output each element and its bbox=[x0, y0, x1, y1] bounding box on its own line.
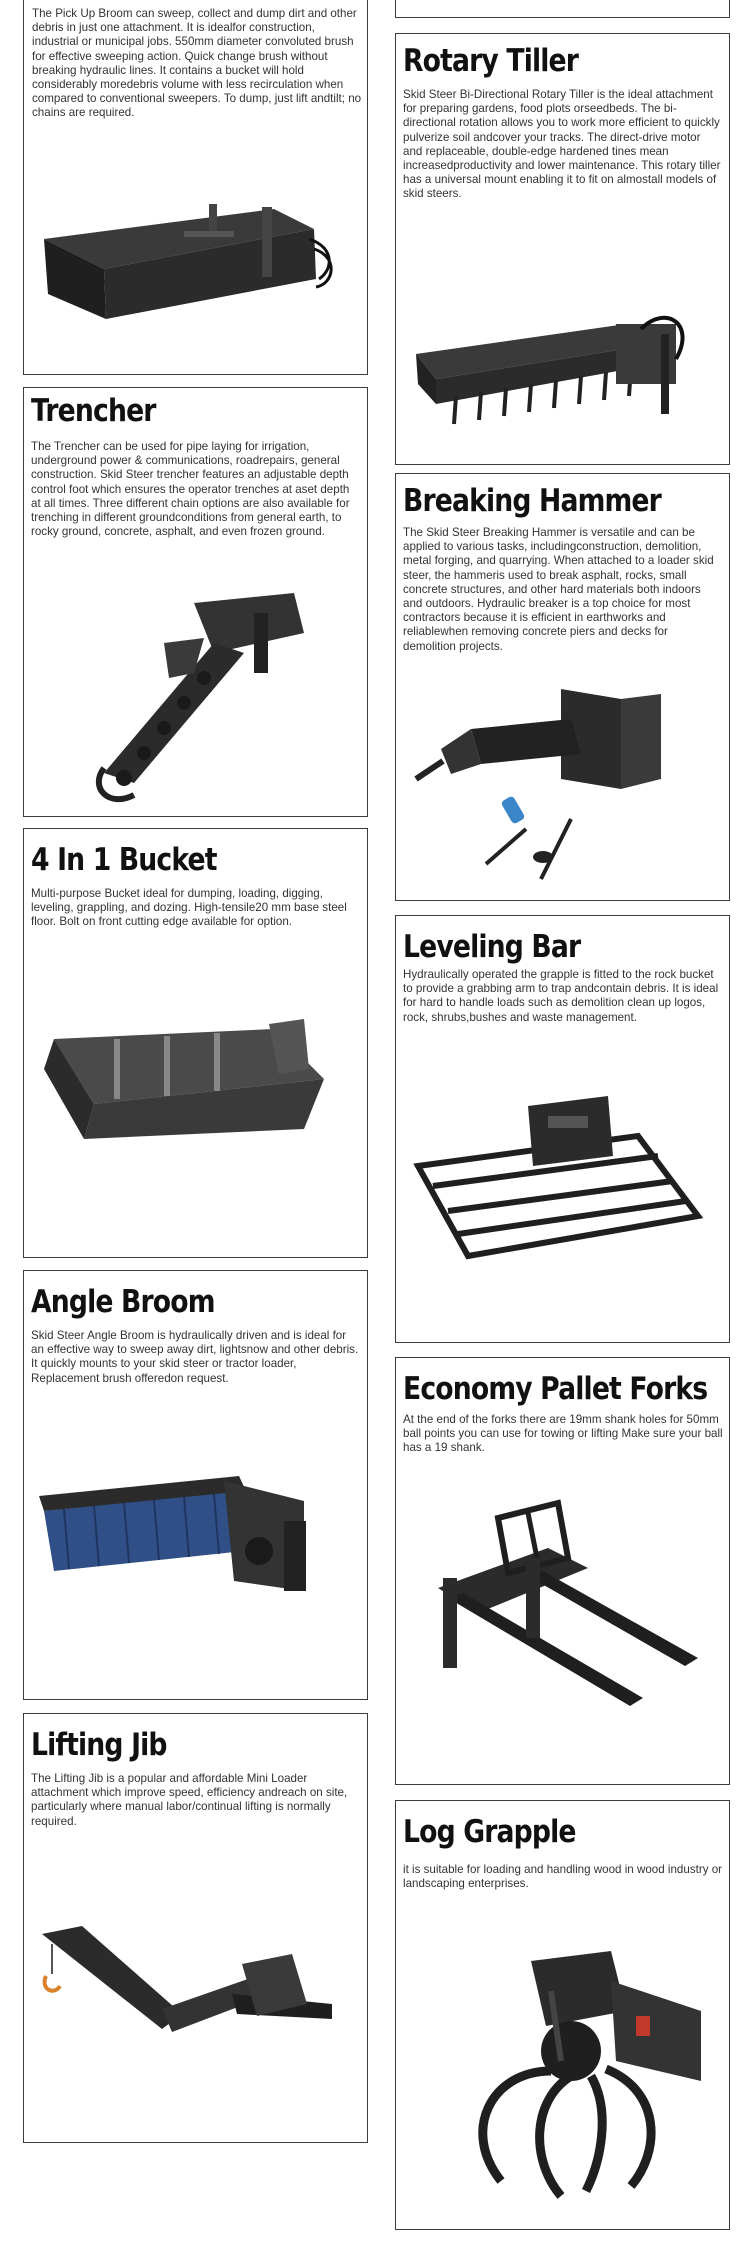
bucket-description: Multi-purpose Bucket ideal for dumping, loading, digging, leveling, grappling, and dozing. High-tensile20 mm base steel floor. Bolt on front cutting edge available for option. bbox=[31, 887, 347, 929]
card-angle-broom bbox=[23, 1270, 368, 1700]
card-trencher bbox=[23, 387, 368, 817]
card-breaking-hammer bbox=[395, 473, 730, 901]
leveling-bar-title: Leveling Bar bbox=[403, 929, 581, 965]
card-pickup-broom bbox=[23, 0, 368, 375]
card-top-right-edge bbox=[395, 0, 730, 18]
card-rotary-tiller bbox=[395, 33, 730, 465]
pickup-broom-image bbox=[34, 169, 354, 329]
bucket-title: 4 In 1 Bucket bbox=[31, 842, 217, 878]
angle-broom-title: Angle Broom bbox=[31, 1284, 215, 1320]
lifting-jib-description: The Lifting Jib is a popular and affordable Mini Loader attachment which improve speed, efficiency andreach on site, particularly where manual labor/continual lifting is normally required. bbox=[31, 1772, 348, 1828]
breaking-hammer-image bbox=[411, 679, 721, 889]
rotary-tiller-image bbox=[406, 284, 721, 454]
card-leveling-bar bbox=[395, 915, 730, 1343]
log-grapple-description: it is suitable for loading and handling wood in wood industry or landscaping enterprises. bbox=[403, 1863, 723, 1891]
card-lifting-jib bbox=[23, 1713, 368, 2143]
card-4in1-bucket bbox=[23, 828, 368, 1258]
leveling-bar-description: Hydraulically operated the grapple is fitted to the rock bucket to provide a grabbing arm to trap andcontain debris. It is ideal for hard to handle loads such as demolition clean up logos, rock, shrubs,bushes and waste management. bbox=[403, 968, 719, 1024]
trencher-title: Trencher bbox=[31, 393, 156, 429]
rotary-tiller-title: Rotary Tiller bbox=[403, 43, 579, 79]
lifting-jib-image bbox=[32, 1904, 352, 2094]
pallet-forks-description: At the end of the forks there are 19mm shank holes for 50mm ball points you can use for towing or lifting Make sure your ball has a 19 shank. bbox=[403, 1413, 723, 1455]
rotary-tiller-description: Skid Steer Bi-Directional Rotary Tiller is the ideal attachment for preparing gardens, food plots orseedbeds. The bi-directional rotation allows you to work more efficient to quickly pulverize soil andcover your tracks. The direct-drive motor and replaceable, double-edge hardened tines mean increasedproductivity and lower maintenance. This rotary tiller has a universal mount enabling it to fit on almostall models of skid steers. bbox=[403, 88, 721, 201]
pickup-broom-description: The Pick Up Broom can sweep, collect and dump dirt and other debris in just one attachment. It is idealfor construction, industrial or municipal jobs. 550mm diameter convoluted brush for effective sweeping action. Quick change brush without breaking hydraulic lines. It contains a bucket will hold considerably moredebris volume with less recirculation when compared to conventional sweepers. To dump, just lift andtilt; no chains are required. bbox=[32, 7, 362, 120]
trencher-description: The Trencher can be used for pipe laying for irrigation, underground power & communications, roadrepairs, general construction. Skid Steer trencher features an adjustable depth control foot which ensures the operator trenches at aset depth at all times. Three different chain options are also available for trenching in different groundconditions from general earth, to rocky ground, concrete, asphalt, and even frozen ground. bbox=[31, 440, 350, 539]
angle-broom-image bbox=[34, 1451, 354, 1651]
trencher-image bbox=[64, 583, 324, 808]
leveling-bar-image bbox=[408, 1086, 718, 1276]
lifting-jib-title: Lifting Jib bbox=[31, 1727, 167, 1763]
bucket-image bbox=[34, 1009, 354, 1169]
breaking-hammer-title: Breaking Hammer bbox=[403, 483, 661, 519]
log-grapple-title: Log Grapple bbox=[403, 1814, 576, 1850]
breaking-hammer-description: The Skid Steer Breaking Hammer is versatile and can be applied to various tasks, includingconstruction, demolition, metal forging, and quarrying. When attached to a loader skid steer, the hammeris used to break asphalt, rocks, small concrete structures, and other hard materials both indoors and outdoors. Hydraulic breaker is a top choice for most contractors because it is efficient in earthworks and reliablewhen removing concrete piers and decks for demolition projects. bbox=[403, 526, 714, 653]
angle-broom-description: Skid Steer Angle Broom is hydraulically driven and is ideal for an effective way to sweep away dirt, lightsnow and other debris. It quickly mounts to your skid steer or tractor loader, Replacement brush offeredon request. bbox=[31, 1329, 359, 1385]
pallet-forks-title: Economy Pallet Forks bbox=[403, 1371, 708, 1407]
card-pallet-forks bbox=[395, 1357, 730, 1785]
log-grapple-image bbox=[411, 1941, 721, 2211]
pallet-forks-image bbox=[408, 1498, 718, 1728]
card-log-grapple bbox=[395, 1800, 730, 2230]
